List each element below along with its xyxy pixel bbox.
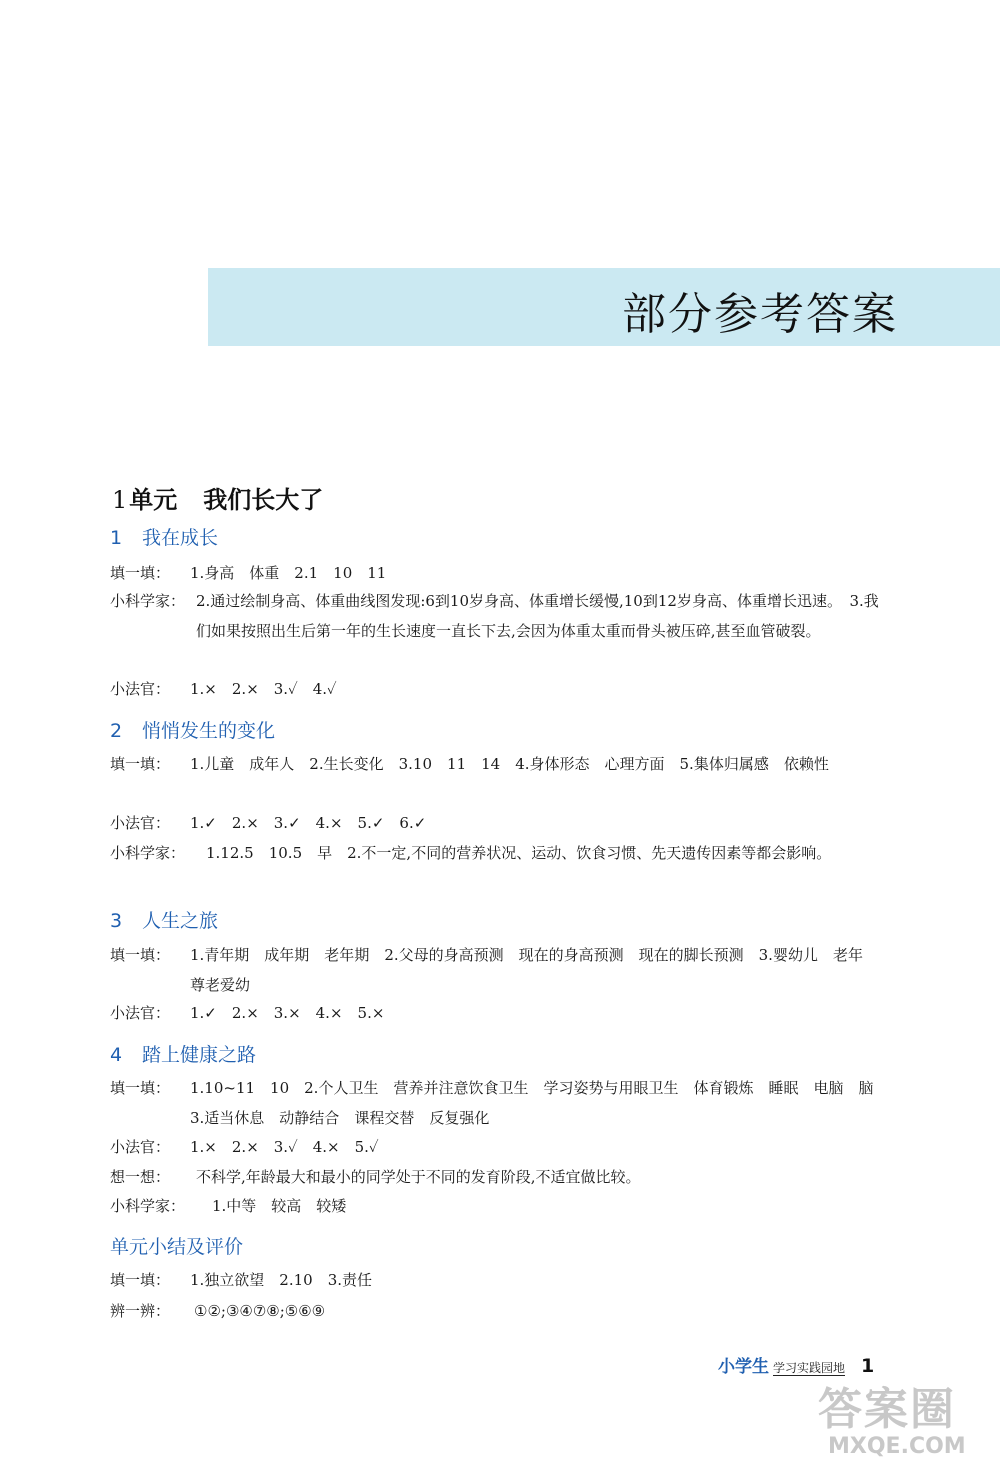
answer-row <box>110 1296 890 1326</box>
title-banner <box>208 268 1000 346</box>
answer-row <box>110 808 890 838</box>
answer-row <box>110 838 890 900</box>
row-label: 小科学家： <box>110 844 186 862</box>
unit-word: 单元 <box>129 486 178 514</box>
answer-row <box>110 998 890 1028</box>
row-label: 小法官： <box>110 680 171 698</box>
answer-text: 1.× 2.× 3.✓ 4.× 5.✓ <box>190 1138 379 1156</box>
answer-text: ①②;③④⑦⑧;⑤⑥⑨ <box>194 1302 326 1320</box>
row-label: 小法官： <box>110 1004 171 1022</box>
footer-brand-subtitle: 学习实践园地 <box>773 1361 846 1375</box>
answer-text: 1.独立欲望 2.10 3.责任 <box>190 1271 373 1289</box>
answer-text: 1.12.5 10.5 早 2.不一定,不同的营养状况、运动、饮食习惯、先天遗传因素等都会影响。 <box>206 844 832 862</box>
section-title: 人生之旅 <box>142 910 219 932</box>
answer-row <box>110 1073 890 1135</box>
watermark-url: MXQE.COM <box>828 1434 966 1459</box>
answer-text: 1.× 2.× 3.✓ 4.✓ <box>190 680 337 698</box>
section-title: 我在成长 <box>142 527 219 549</box>
row-label: 小法官： <box>110 814 171 832</box>
row-label: 填一填： <box>110 755 171 773</box>
answer-row <box>110 558 890 588</box>
section-title: 悄悄发生的变化 <box>142 720 276 742</box>
section-number: 4 <box>110 1044 123 1066</box>
watermark-logo-text: 答案圈 <box>818 1384 956 1435</box>
unit-number: 1 <box>112 486 128 514</box>
row-label: 想一想： <box>110 1168 171 1186</box>
answer-text: 不科学,年龄最大和最小的同学处于不同的发育阶段,不适宜做比较。 <box>196 1168 641 1186</box>
answer-row <box>110 940 890 1002</box>
section-heading-2 <box>110 716 275 743</box>
page-footer <box>718 1352 874 1377</box>
answer-text: 1.10~11 10 2.个人卫生 营养并注意饮食卫生 学习姿势与用眼卫生 体育锻炼 睡眠 电脑 脑 3.适当休息 动静结合 课程交替 反复强化 <box>190 1079 889 1127</box>
section-number: 2 <box>110 720 123 742</box>
answer-row <box>110 1265 890 1295</box>
answer-text: 1.✓ 2.× 3.✓ 4.× 5.✓ 6.✓ <box>190 814 427 832</box>
section-heading-1 <box>110 523 218 550</box>
page-title: 部分参考答案 <box>622 289 898 340</box>
answer-text: 2.通过绘制身高、体重曲线图发现:6到10岁身高、体重增长缓慢,10到12岁身高、体重增长迅速。 3.我们如果按照出生后第一年的生长速度一直长下去,会因为体重太重而骨头被压碎,甚至血管破裂。 <box>196 592 879 640</box>
row-label: 辨一辨： <box>110 1302 171 1320</box>
unit-heading <box>112 480 323 515</box>
section-title: 单元小结及评价 <box>110 1236 244 1258</box>
answer-text: 1.青年期 成年期 老年期 2.父母的身高预测 现在的身高预测 现在的脚长预测 3.婴幼儿 老年 尊老爱幼 <box>190 946 878 994</box>
row-label: 小科学家： <box>110 592 186 610</box>
section-heading-4 <box>110 1040 256 1067</box>
answer-text: 1.中等 较高 较矮 <box>212 1197 347 1215</box>
section-number: 3 <box>110 910 123 932</box>
answer-row <box>110 1162 890 1192</box>
answer-text: 1.身高 体重 2.1 10 11 <box>190 564 387 582</box>
row-label: 填一填： <box>110 1271 171 1289</box>
row-label: 填一填： <box>110 946 171 964</box>
answer-text: 1.儿童 成年人 2.生长变化 3.10 11 14 4.身体形态 心理方面 5.集体归属感 依赖性 <box>190 755 829 773</box>
answer-text: 1.✓ 2.× 3.× 4.× 5.× <box>190 1004 385 1022</box>
unit-name: 我们长大了 <box>203 486 324 514</box>
section-number: 1 <box>110 527 123 549</box>
answer-row <box>110 586 890 678</box>
answer-row <box>110 1191 890 1221</box>
section-heading-3 <box>110 906 218 933</box>
answer-row <box>110 1132 890 1162</box>
row-label: 填一填： <box>110 564 171 582</box>
footer-brand: 小学生 <box>718 1357 769 1377</box>
page-number: 1 <box>861 1355 875 1377</box>
answer-row <box>110 674 890 704</box>
row-label: 小科学家： <box>110 1197 186 1215</box>
site-watermark <box>818 1386 966 1459</box>
row-label: 小法官： <box>110 1138 171 1156</box>
answer-row <box>110 749 890 811</box>
section-title: 踏上健康之路 <box>142 1044 257 1066</box>
row-label: 填一填： <box>110 1079 171 1097</box>
section-heading-summary <box>110 1232 243 1259</box>
